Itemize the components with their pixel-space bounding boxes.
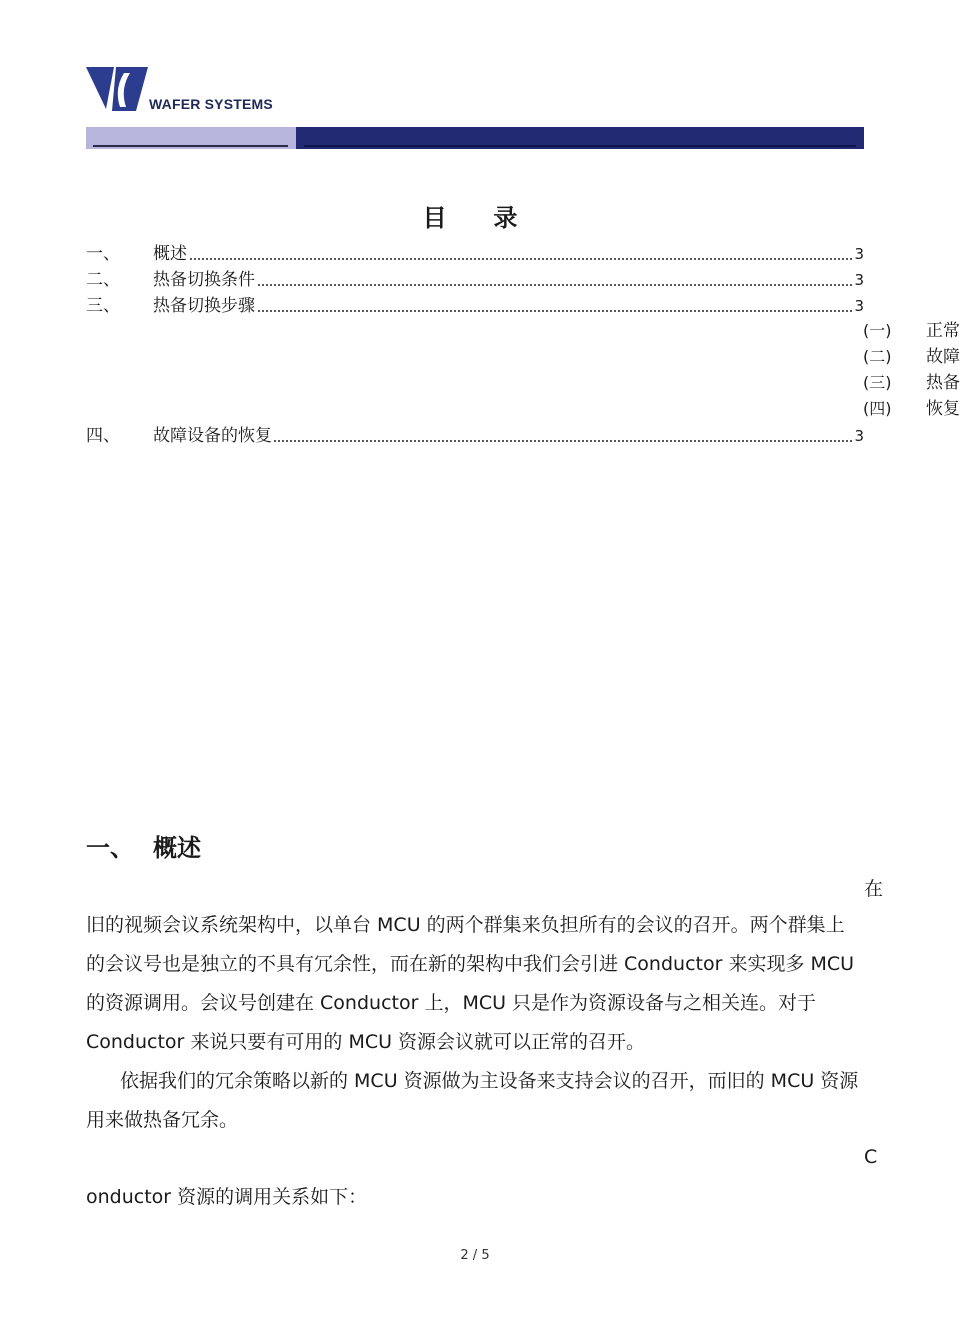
toc-subentry-label: 恢复: [926, 399, 960, 419]
toc-subentry-number: (四): [863, 399, 892, 418]
header-rule-left: [93, 145, 288, 147]
toc-title: 目 录: [422, 204, 528, 232]
page-indicator: 2 / 5: [460, 1248, 490, 1263]
paragraph-first-char: 在: [864, 878, 884, 900]
wafer-logo-icon: [86, 67, 156, 115]
toc-entry-number: 二、: [86, 270, 120, 290]
toc-subentry-label: 故障: [926, 347, 960, 367]
toc-subentry-label: 热备: [926, 373, 960, 393]
toc-entry-page: 3: [854, 297, 864, 315]
toc-entry-number: 三、: [86, 296, 120, 316]
toc-entry[interactable]: [86, 295, 864, 317]
toc-leader-dots: [153, 258, 852, 260]
paragraph-line: 的资源调用。会议号创建在 Conductor 上，MCU 只是作为资源设备与之相关连。对于: [86, 992, 817, 1014]
toc-leader-dots: [153, 310, 852, 312]
paragraph-line: 的会议号也是独立的不具有冗余性，而在新的架构中我们会引进 Conductor 来实现多 MCU: [86, 953, 855, 975]
body-paragraph: [86, 906, 864, 1140]
toc-entry-label: 热备切换步骤: [153, 296, 255, 316]
toc-entry[interactable]: [86, 243, 864, 265]
section-number: 一、: [86, 834, 134, 862]
toc-entry-label: 概述: [153, 244, 187, 264]
toc-entry-number: 一、: [86, 244, 120, 264]
toc-subentry-label: 正常: [926, 321, 960, 341]
toc-entry-page: 3: [854, 271, 864, 289]
header-rule-right: [304, 145, 856, 147]
section-title: 概述: [153, 834, 201, 862]
body-paragraph: [86, 1178, 864, 1217]
section-heading: [86, 828, 201, 863]
paragraph-line: 依据我们的冗余策略以新的 MCU 资源做为主设备来支持会议的召开，而旧的 MCU 资源: [120, 1070, 859, 1092]
toc-subentry-number: (一): [863, 321, 892, 340]
paragraph-line: onductor 资源的调用关系如下：: [86, 1186, 368, 1208]
toc-entry-page: 3: [854, 427, 864, 445]
paragraph-line: 用来做热备冗余。: [86, 1109, 239, 1131]
toc-subentry-number: (二): [863, 347, 892, 366]
toc-subentry-number: (三): [863, 373, 892, 392]
toc-entry-label: 热备切换条件: [153, 270, 255, 290]
paragraph-line: Conductor 来说只要有可用的 MCU 资源会议就可以正常的召开。: [86, 1031, 646, 1053]
company-logo: [86, 67, 276, 115]
toc-entry[interactable]: [86, 425, 864, 447]
toc-entry-label: 故障设备的恢复: [153, 426, 272, 446]
logo-text: WAFER SYSTEMS: [149, 96, 273, 112]
paragraph-first-char: C: [864, 1146, 878, 1168]
toc-leader-dots: [153, 284, 852, 286]
toc-entry-number: 四、: [86, 426, 120, 446]
toc-entry[interactable]: [86, 269, 864, 291]
toc-entry-page: 3: [854, 245, 864, 263]
paragraph-line: 旧的视频会议系统架构中，以单台 MCU 的两个群集来负担所有的会议的召开。两个群集上: [86, 914, 845, 936]
